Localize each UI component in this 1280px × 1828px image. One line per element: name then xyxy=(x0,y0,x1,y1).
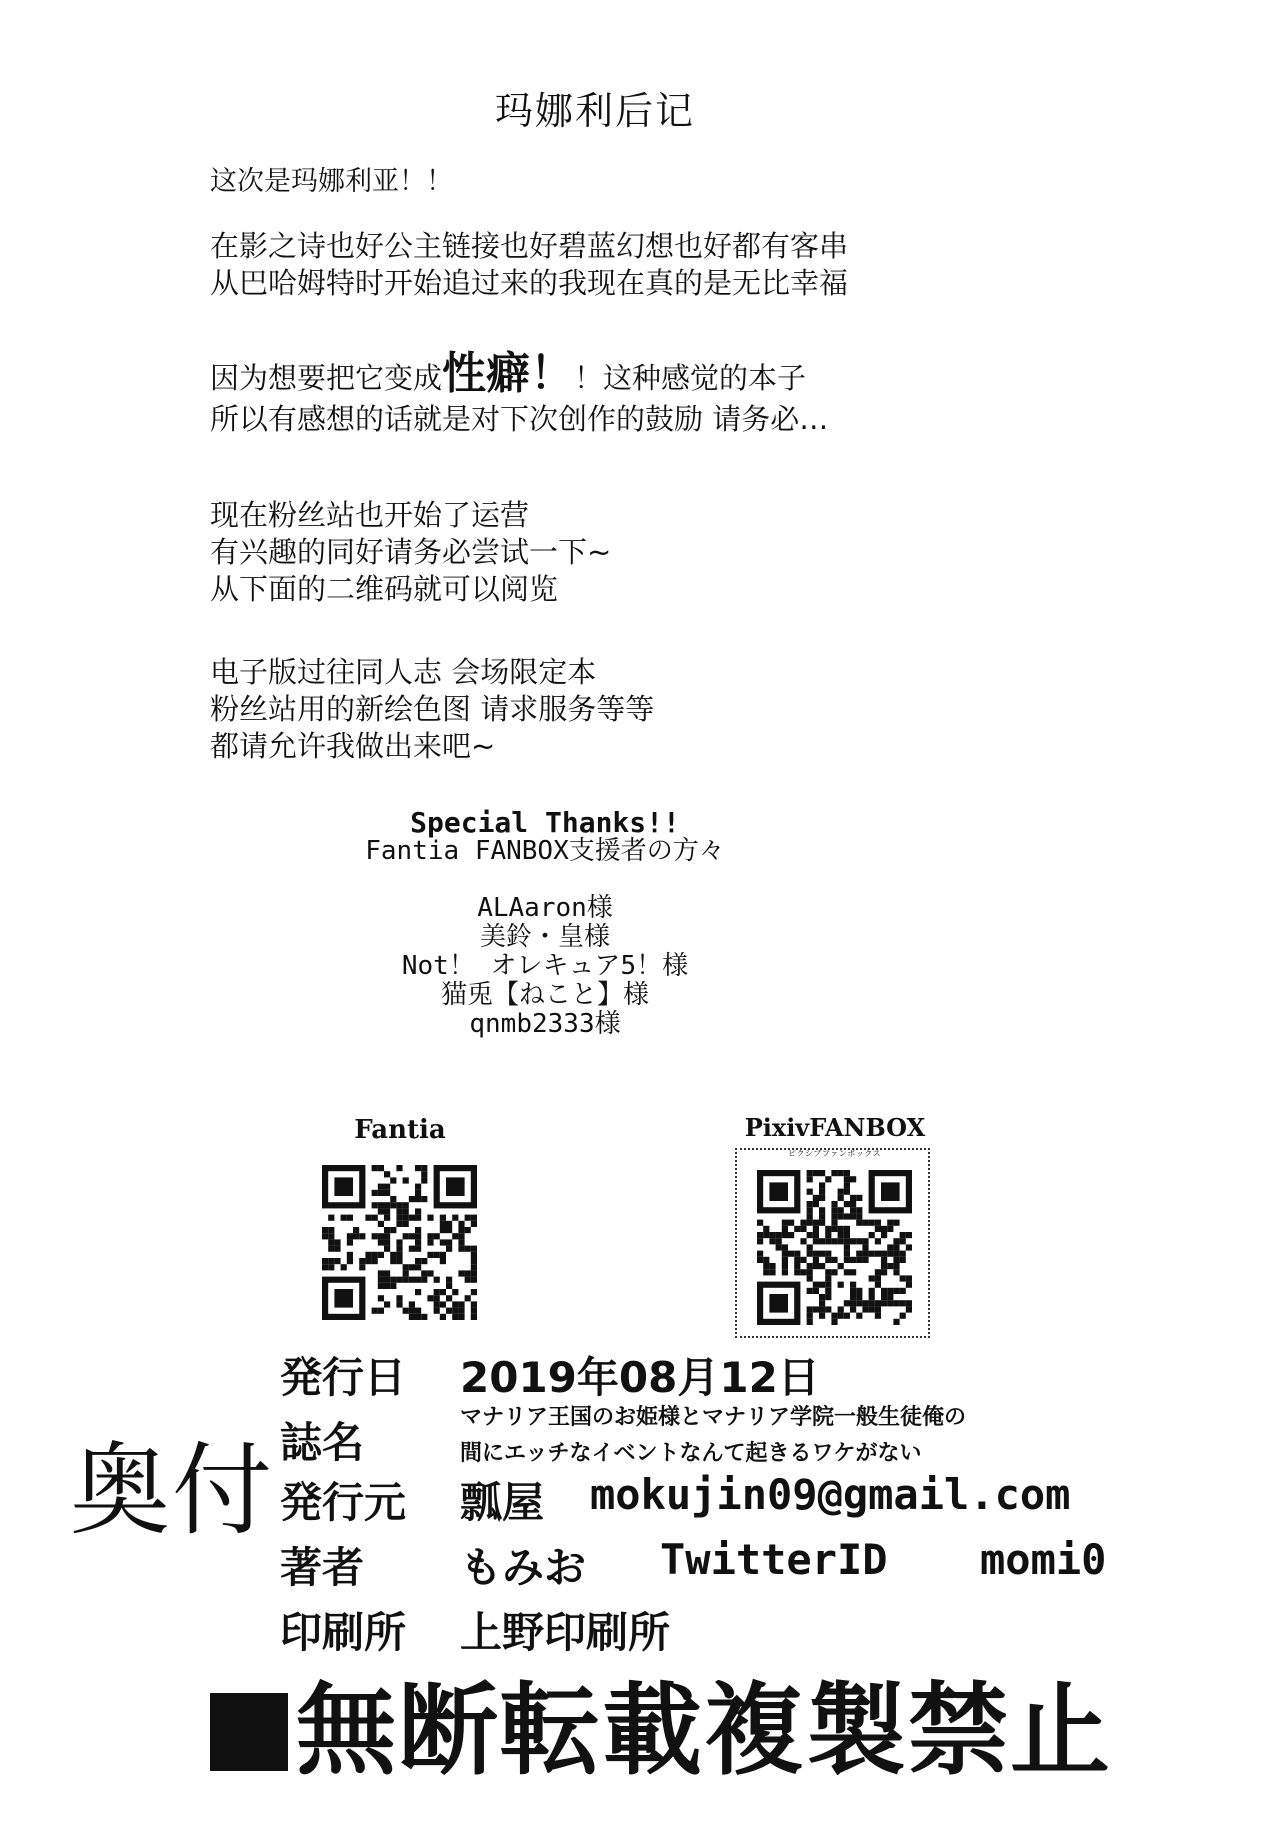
supporter-name: qnmb2333様 xyxy=(469,1009,621,1039)
fanbox-qr-frame xyxy=(735,1148,930,1338)
okuzuke-label: 奥付 xyxy=(70,1432,274,1549)
colophon-value: 瓢屋 xyxy=(460,1478,545,1527)
colophon-key: 著者 xyxy=(280,1543,365,1592)
fanbox-label: PixivFANBOX xyxy=(744,1113,926,1142)
emphasis-text: 性癖！ xyxy=(442,348,575,399)
text-line: 粉丝站用的新绘色图 请求服务等等 xyxy=(210,692,655,726)
colophon-key: 誌名 xyxy=(280,1418,365,1467)
frame-text: ピクシブファンボックス xyxy=(787,1149,882,1158)
twitter-handle[interactable]: momi0 xyxy=(980,1535,1107,1584)
supporter-name: 猫兎【ねこと】様 xyxy=(440,980,649,1010)
colophon-value: 2019年08月12日 xyxy=(460,1353,820,1402)
publisher-email[interactable]: mokujin09@gmail.com xyxy=(590,1470,1071,1519)
supporter-name: 美鈴・皇様 xyxy=(479,922,610,952)
text-line: 在影之诗也好公主链接也好碧蓝幻想也好都有客串 xyxy=(210,229,849,263)
fantia-label: Fantia xyxy=(354,1115,446,1145)
page-title: 玛娜利后记 xyxy=(494,89,695,133)
colophon-value-line2: 間にエッチなイベントなんて起きるワケがない xyxy=(460,1441,922,1466)
text-segment: ！这种感觉的本子 xyxy=(574,361,807,395)
text-line: 从巴哈姆特时开始追过来的我现在真的是无比幸福 xyxy=(210,266,849,300)
text-line: 都请允许我做出来吧~ xyxy=(210,729,496,763)
text-line: 这次是玛娜利亚！！ xyxy=(210,166,453,197)
colophon-value: もみお xyxy=(460,1543,587,1592)
black-square-icon xyxy=(210,1693,288,1771)
thanks-heading: Special Thanks!! xyxy=(410,806,680,839)
text-line: 所以有感想的话就是对下次创作的鼓励 请务必… xyxy=(210,402,829,436)
paragraph-fansite xyxy=(210,497,611,608)
text-line: 现在粉丝站也开始了运营 xyxy=(210,498,530,532)
colophon-key: 印刷所 xyxy=(280,1608,407,1657)
paragraph-intro xyxy=(210,163,453,200)
text-segment: 因为想要把它变成 xyxy=(210,361,443,395)
supporter-list xyxy=(0,894,1090,1039)
colophon-value: 上野印刷所 xyxy=(460,1608,671,1657)
paragraph-plans xyxy=(210,654,654,765)
no-reproduction-banner xyxy=(210,1650,1112,1794)
supporter-name: ALAaron様 xyxy=(477,893,613,923)
fantia-qr-code[interactable] xyxy=(322,1165,477,1320)
banner-text: 無断転載複製禁止 xyxy=(296,1672,1112,1789)
colophon-key: 発行日 xyxy=(280,1353,407,1402)
special-thanks xyxy=(0,808,1090,1039)
colophon-key: 発行元 xyxy=(280,1478,407,1527)
colophon-value: マナリア王国のお姫様とマナリア学院一般生徒俺の xyxy=(460,1405,967,1430)
paragraph-appearances xyxy=(210,228,848,302)
thanks-subheading: Fantia FANBOX支援者の方々 xyxy=(365,836,725,866)
fanbox-qr-code[interactable] xyxy=(757,1170,912,1325)
supporter-name: Not！ オレキュア5！様 xyxy=(401,951,689,981)
text-line: 从下面的二维码就可以阅览 xyxy=(210,572,559,606)
text-line: 电子版过往同人志 会场限定本 xyxy=(210,655,597,689)
text-line: 有兴趣的同好请务必尝试一下~ xyxy=(210,535,612,569)
twitter-id-label: TwitterID xyxy=(660,1535,888,1584)
paragraph-fetish xyxy=(210,348,829,438)
